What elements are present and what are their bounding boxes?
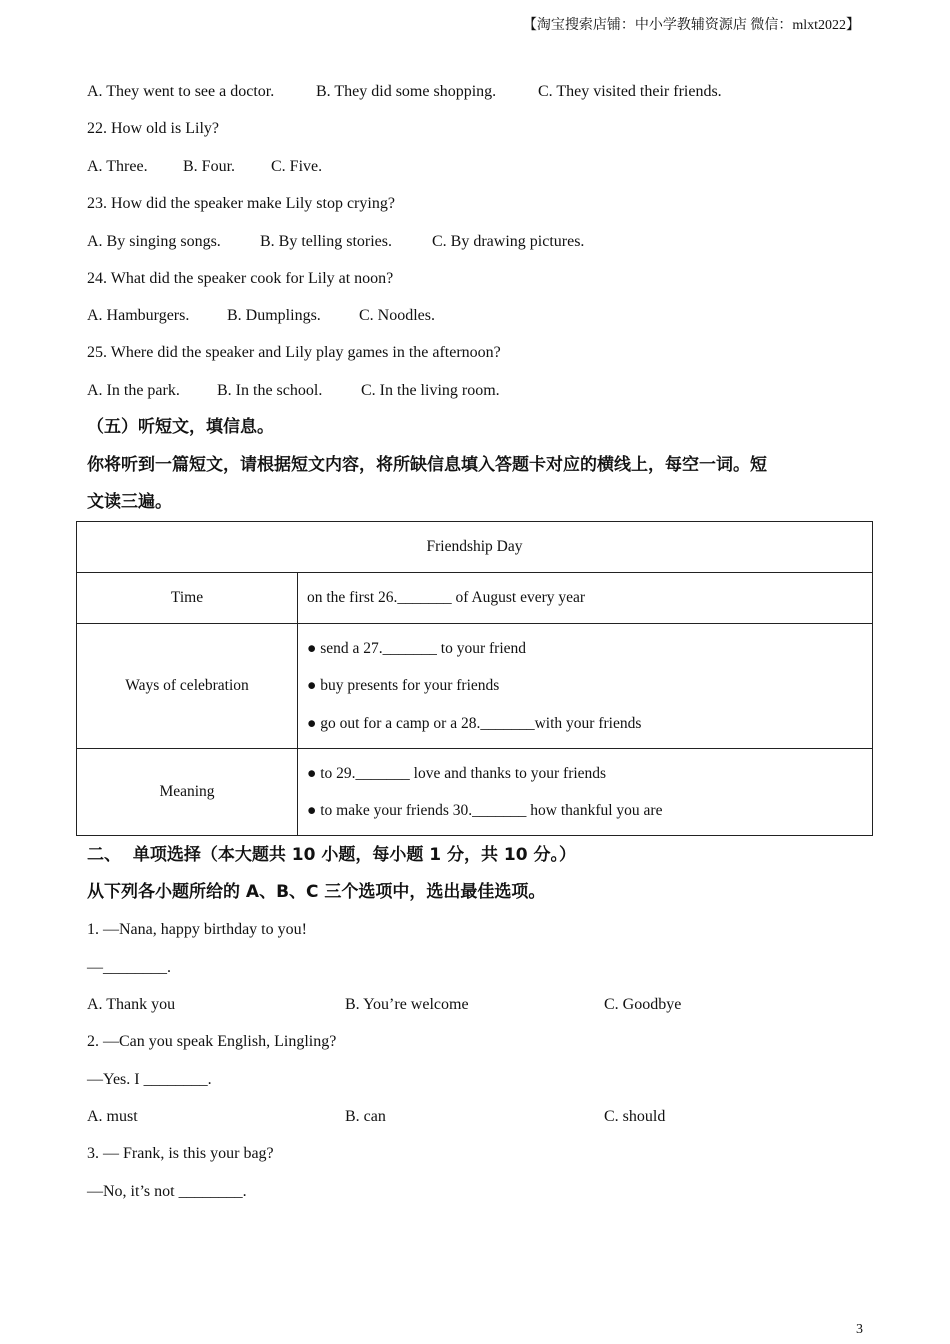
ways-item-27: ● send a 27._______ to your friend [307, 639, 527, 657]
q22-option-b: B. Four. [183, 158, 236, 175]
q22-stem: 22. How old is Lily? [87, 120, 219, 137]
meaning-item-29: ● to 29._______ love and thanks to your friends [307, 764, 607, 782]
mc1-option-a: A. Thank you [87, 996, 176, 1013]
mc1-option-c: C. Goodbye [604, 996, 682, 1013]
mc2-option-a: A. must [87, 1108, 138, 1125]
mc1-option-b: B. You’re welcome [345, 996, 469, 1013]
section5-title: （五）听短文，填信息。 [87, 417, 274, 437]
q23-option-b: B. By telling stories. [260, 233, 392, 250]
q23-option-c: C. By drawing pictures. [432, 233, 585, 250]
table-title: Friendship Day [77, 522, 873, 573]
shop-header: 【淘宝搜索店铺：中小学教辅资源店 微信：mlxt2022】 [522, 18, 860, 33]
q22-option-a: A. Three. [87, 158, 148, 175]
mc2-answer-blank: —Yes. I ________. [87, 1071, 212, 1088]
q21-option-a: A. They went to see a doctor. [87, 83, 275, 100]
q24-option-c: C. Noodles. [359, 307, 435, 324]
time-value: on the first 26._______ of August every year [298, 573, 873, 624]
meaning-item-30: ● to make your friends 30._______ how thankful you are [307, 802, 663, 819]
q25-option-b: B. In the school. [217, 382, 323, 399]
mc2-option-b: B. can [345, 1108, 386, 1125]
mc3-answer-blank: —No, it’s not ________. [87, 1183, 247, 1200]
mc2-option-c: C. should [604, 1108, 666, 1125]
q25-stem: 25. Where did the speaker and Lily play games in the afternoon? [87, 344, 501, 361]
q21-option-c: C. They visited their friends. [538, 83, 722, 100]
part2-instruction: 从下列各小题所给的 A、B、C 三个选项中，选出最佳选项。 [87, 882, 546, 902]
page-number: 3 [856, 1322, 863, 1337]
ways-label: Ways of celebration [77, 624, 298, 749]
q24-stem: 24. What did the speaker cook for Lily at noon? [87, 270, 394, 287]
section5-instruction-line1: 你将听到一篇短文，请根据短文内容，将所缺信息填入答题卡对应的横线上，每空一词。短 [87, 455, 767, 475]
mc1-stem: 1. —Nana, happy birthday to you! [87, 921, 307, 938]
q25-option-a: A. In the park. [87, 382, 180, 399]
q24-option-b: B. Dumplings. [227, 307, 321, 324]
q23-option-a: A. By singing songs. [87, 233, 221, 250]
q21-option-b: B. They did some shopping. [316, 83, 497, 100]
mc2-stem: 2. —Can you speak English, Lingling? [87, 1033, 337, 1050]
mc1-answer-blank: —________. [87, 959, 171, 976]
time-label: Time [77, 573, 298, 624]
ways-item-presents: ● buy presents for your friends [307, 677, 500, 695]
q22-option-c: C. Five. [271, 158, 323, 175]
friendship-day-table [76, 521, 873, 836]
ways-item-28: ● go out for a camp or a 28._______with your friends [307, 714, 642, 732]
mc3-stem: 3. — Frank, is this your bag? [87, 1145, 274, 1162]
q25-option-c: C. In the living room. [361, 382, 500, 399]
section5-instruction-line2: 文读三遍。 [87, 492, 172, 512]
q23-stem: 23. How did the speaker make Lily stop crying? [87, 195, 395, 212]
part2-title: 二、 单项选择（本大题共 10 小题，每小题 1 分，共 10 分。） [87, 845, 576, 865]
meaning-label: Meaning [77, 749, 298, 836]
q24-option-a: A. Hamburgers. [87, 307, 190, 324]
